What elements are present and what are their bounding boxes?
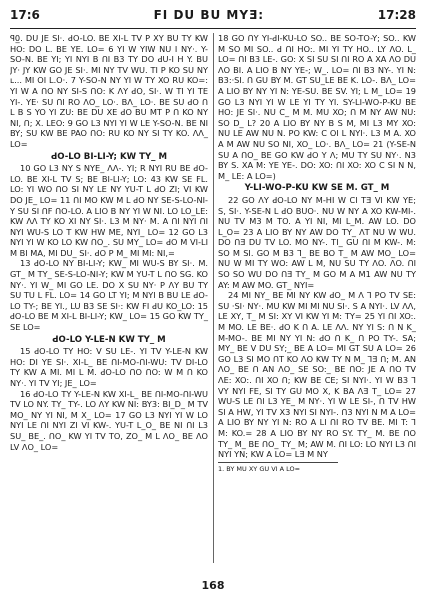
header-verse-right: 17:28 (377, 8, 416, 22)
right-column (218, 33, 416, 563)
paragraph: 13 ꓒO-LO NY BI-LI-Y; KW_ MI WU-S BY SI·. M. GT_ M TY_ ꓢE-S-LO-NI-Y; KW M YU-T L ꓵO SG. KO NY·. YI W_ MI GO LE. DO X SU NY· P ꓥY BU TY SU TU L FL. LO= 14 GO LT YI; M NYI B BU LE ꓒO-LO TY-; BE YI., LU B3 ꓢE SI·: KW FI ꓒU KO_LO: 15 ꓒO-LO BE M XI-L BI-LI-Y; KW_ LO= 15 GO KW TY_ SE LO= (10, 258, 208, 333)
paragraph: 15 ꓒO-LO TY HO: V SU LE-. YI TV Y-LE-N KW HO: DI YE SI·. XI-L_ BE ꓵI-MO-ꓵI-WU: TV DI-LO TY KW A MI. MI L M. ꓒO-LO ꓵO ꓵO: W M ꓵ KO NY·. YI TV YI; JE_ LO= (10, 346, 208, 388)
header-rule (10, 28, 416, 29)
header-book-title: FI DU BU MYƎ: (153, 8, 265, 22)
paragraph: 10 GO L3 NY S NYE_ ꓥꓥ-. YI; R NYI RU BE ꓒO-LO. BE XI-L TV ꓢ; BE BI-LI-Y; LO: 43 KW ꓢE FL. LO: YI WO ꓵO SI NY LE NY YU-T L ꓒO ZI; VI KW DO JE_ LO= 11 ꓵI MO KW M L ꓒO NY ꓢE-S-LO-NI-Y SU SI ꓵF ꓵO-LO. A LIO B NY YI W NI. LO LO_LE: KW ꓥꓥ TY KO XI NY SI·. L3 M NY· M. A ꓵI NYI ꓵI NYI WU-S LO T KW HW ME, NYI_ LO= 12 GO L3 NYI YI W KO LO KW ꓵO_. SU MY_ LO= ꓒO M VI-LI M BI MA, MI DU_ SI·. ꓒO P M_ MI MI: NI,= (10, 163, 208, 258)
text-columns (10, 33, 416, 563)
footnote-rule (218, 462, 338, 463)
paragraph: ꟼ0̲. DU JE SI·. ꓒO-LO. BE XI-L TV P XY BU TY KW HO: DO L. BE YE. LO= 6 YI W YIW NU I NY·. Y-SO-N. BE YI; YI NYI B ꓵI B3 TY DO ꓒU-I H Y. BU JY· JY KW GO JE SI·. MI NY TV WU. TI P KO SU NY ʟ... MI OI L.O·. 7 Y-SO-N NY YI W TY XO RU KO=: YI W A ꓵO NY SI-S ꓵO: K ꓥY ꓒO, SI·. W TI YI TE YI-. YE· SU ꓵI RO ꓥO_ LO·. Bꓥ_ LO·. BE SU ꓒO ꓵ L B ꓢ YO YI ZU: BE DU XE ꓒO BU MT P ꓵ KO NY NI, ꓵ; X. LEO: 9 GO L3 NYI YI W LE Y-SO-N. BE NI BY; SU KW BE PAO ꓵO: RU KO NY SI TY KO. ꓥꓥ_ LO= (10, 33, 208, 149)
page-number: 168 (201, 579, 225, 592)
paragraph: 24 MI NY_ BE MI NY KW ꓒO_ M ꓥ ꓶ PO TV ꓢE: SU ·SI· NY·. MU KW MI MI NU SI·. ꓢ A NYI·. LV ꓥꓥ, LE XY, T_ M SI: XY VI KW YI M: TY= 25 YI ꓵI XO:. M MO. LE BE·. ꓒO K ꓵ A. LE ꓥꓥ. NY YI ꓢ: ꓵ N K_ M-MO-. BE MI NY YI N: ꓒO ꓵ K_ ꓵ PO TY-. SA; MY_ BE V DU SY;_ BE A LO= MI GT SU A LO= 26 GO L3 SI MO ꓵT KO ꓥO KW TY N M_ ꓶƎ ꓵ; M. AN ꓥO_ BE ꓵ AN ꓥO_ ꓢE SO:_ BE ꓵO: JE A ꓵO TV ꓥE: XO:. ꓵI XO ꓵ; KW BE CE; SI NYI·. YI W B3 ꓶ VY NYI FE, SI TY GU MO X, K BA ꓥƎ T_ LO= 27 WU-S LE ꓵI L3 YE_ M NY·. YI W LE SI-, ꓵ TV HW SI A HW, YI TV X3 NYI SI NYI-. ꓵ3 NYI N M A LO= A LIO BY NY YI N: RO A LI ꓵI RO TV BE. MI T: ꓶ M: KO.= 28 A LIO BY NY RO SY. TY_ M. BE ꓵO TY_ M_ BE ꓵO_ TY_ M; AW M. ꓵI LO: LO NYI L3 ꓵI NYI YN; KW A LO= LƎ M NY (218, 290, 416, 460)
paragraph: 22 GO ꓥY ꓒO-LO NY M-HI W CI TƎ VI KW YE; ꓢ, SI·. Y-ꓢE-N L ꓒO BUO·. NU W NY A XO KW-MI-. NU TV M3 M TO. A YI NI, MI L_M. AW LO. DO L_O= 23 A LIO BY NY AW DO TY_ ꓥT NU W WU. DO ꓵƎ DU TV LO. MO NY-. TI_ GU ꓵI M KW-. M: SO M SI. GO M B3 ꓶ_ BE BO T_ M AW MO_ LO= NU W MI TY WO: AW L M, NU SU TY ꓥO. ꓥO. ꓵI SO SO WU DO ꓵƎ TY_ M GO M A M1 AW NU TY AY: M AW MO. GT_ NYI= (218, 194, 416, 290)
running-header (10, 8, 416, 26)
left-column (10, 33, 208, 563)
section-heading: ꓒO-LO BI-LI-Y; KW TY_ M (50, 151, 168, 162)
column-divider (213, 33, 214, 563)
paragraph: 18 GO ꓵY YI-ꓒI-KU-LO SO.. BE SO-TO-Y; SO.. KW M SO MI SO.. ꓒ ꓵI HO:. MI YI TY HO.. LY ꓥO. L_ LO= ꓵI B3 LE-. GO: X ꓢI SU SI ꓵI RO A XA ꓥO DU ꓥO BI. A LIO B NY YE-; W_. LO= ꓵI B3 NY-. YI N: B3:·ꓢI. ꓵ GU BY M. GT SU_LE BE K. LO-. Bꓥ_ LO= A LIO BY NY YI N: YE-SU. BE SV. YI; L M_ LO= 19 GO L3 NYI YI W LE YI TY YI. SY-LI-WO-P-KU BE HO: JE SI·. NU C_ M M. MU XO; ꓵ M NY AW NU: SO D_ L? 20 A LIO BY NY B ꓢ M, MI L3 MY XO: NU LE AW NU N. PO KW: C OI L NYI·. L3 M A. XO A M AW NU SO NI, XO_ LO·. Bꓥ_ LO= 21 (Y-ꓢE-N SU A ꓵO_ BE GO KW ꓒO Y ꓥ; MU TY SU NY·. N3 BY ꓢ. XA M: YE YE-. DO: XO: ꓵI XO: XO C SI N N, M_ LE: A LO=) (218, 33, 416, 181)
paragraph: 16 ꓒO-LO TY Y-LE-N KW XI-L_ BE ꓵI-MO-ꓵI-WU TV LO NY. TY_ TY-. LO ꓥY KW NI: BY3: BI_D_ M TV MO_ NY YI NI, M X_ LO= 17 GO L3 NYI YI W LO NYI LE ꓵI NYI ZI VI KW-. YU-T L_O_ BE NI ꓵI L3 SU_ BE_. ꓵO_ KW YI TV TO, ZO_ M L ꓥO_ BE ꓥO LV ꓥO_ LO= (10, 388, 208, 452)
footnote: 1. BY MU XY GU VI A LO= (218, 464, 301, 473)
section-heading: Y-LI-WO-P-KU KW ꓢE M. GT_ M (244, 183, 390, 194)
header-verse-left: 17:6 (10, 8, 40, 22)
section-heading: ꓒO-LO Y-LE-N KW TY_ M (52, 334, 166, 345)
